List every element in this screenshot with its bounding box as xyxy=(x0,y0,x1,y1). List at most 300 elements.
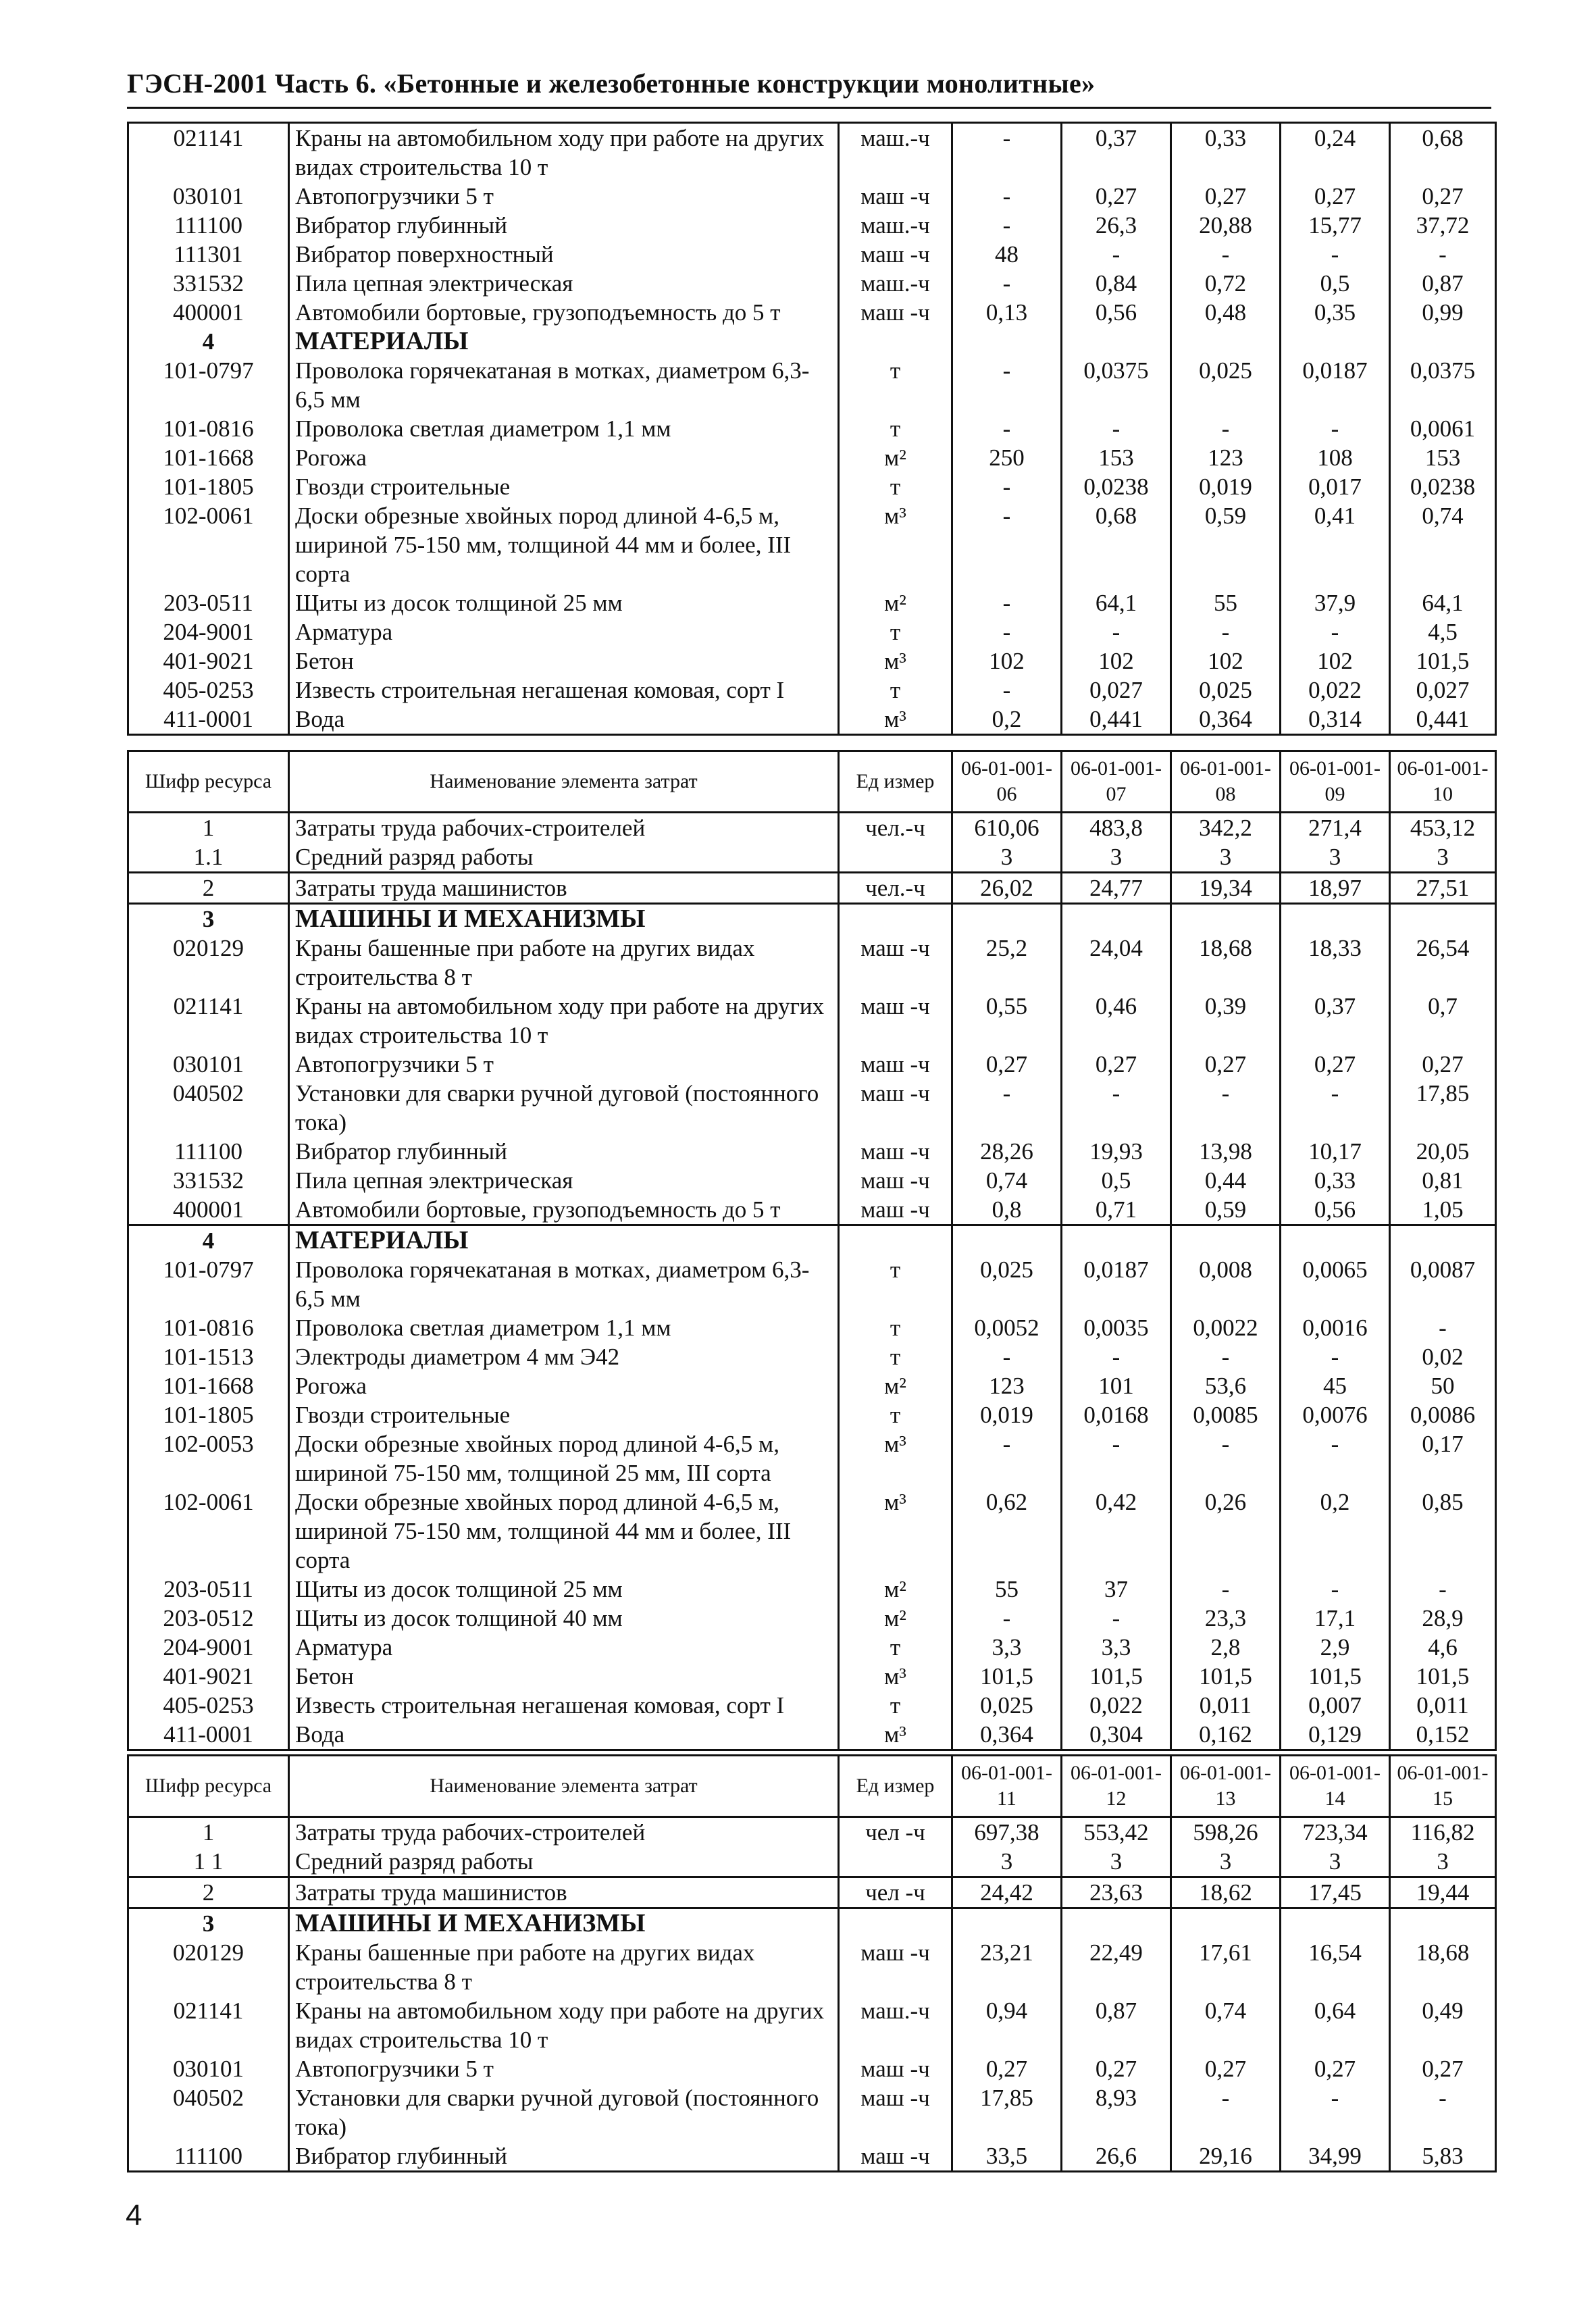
resource-code: 021141 xyxy=(128,992,289,1050)
value-cell: - xyxy=(1171,1079,1281,1137)
value-cell: 0,0238 xyxy=(1062,472,1171,501)
table-row xyxy=(128,1847,1496,1877)
value-cell: 553,42 xyxy=(1062,1817,1171,1848)
value-cell: 0,27 xyxy=(1171,2054,1281,2083)
value-cell: 0,68 xyxy=(1390,123,1496,182)
table-row xyxy=(128,356,1496,414)
value-cell: 0,37 xyxy=(1062,123,1171,182)
resource-code: 4 xyxy=(128,327,289,356)
unit-cell: т xyxy=(839,1313,952,1342)
value-cell: 3 xyxy=(1171,842,1281,873)
value-cell: 0,27 xyxy=(1062,1050,1171,1079)
value-cell: 0,74 xyxy=(952,1166,1062,1195)
value-cell: 0,33 xyxy=(1171,123,1281,182)
value-cell: 23,21 xyxy=(952,1938,1062,1996)
unit-cell: т xyxy=(839,1400,952,1429)
resource-name: Вибратор глубинный xyxy=(289,2141,839,2172)
table-row xyxy=(128,1488,1496,1575)
value-cell: 153 xyxy=(1062,443,1171,472)
unit-cell: м³ xyxy=(839,1429,952,1488)
unit-cell xyxy=(839,842,952,873)
value-cell: 0,025 xyxy=(952,1255,1062,1313)
value-cell: 453,12 xyxy=(1390,813,1496,843)
value-cell: 0,27 xyxy=(1281,1050,1390,1079)
value-cell: 598,26 xyxy=(1171,1817,1281,1848)
value-cell xyxy=(1281,327,1390,356)
value-cell: 0,35 xyxy=(1281,298,1390,327)
table-row xyxy=(128,1166,1496,1195)
value-cell: 10,17 xyxy=(1281,1137,1390,1166)
value-cell: 0,42 xyxy=(1062,1488,1171,1575)
value-cell: 102 xyxy=(1062,646,1171,676)
unit-cell xyxy=(839,1847,952,1877)
page-header: ГЭСН-2001 Часть 6. «Бетонные и железобетонные конструкции монолитные» xyxy=(127,68,1096,99)
resource-name: Автомобили бортовые, грузоподъемность до 5 т xyxy=(289,1195,839,1225)
unit-cell: м³ xyxy=(839,646,952,676)
value-cell: - xyxy=(952,1604,1062,1633)
unit-cell: чел.-ч xyxy=(839,813,952,843)
value-cell: - xyxy=(952,617,1062,646)
unit-cell: чел.-ч xyxy=(839,873,952,904)
resource-code: 204-9001 xyxy=(128,1633,289,1662)
table-row xyxy=(128,1255,1496,1313)
value-cell: - xyxy=(1390,240,1496,269)
unit-cell: маш -ч xyxy=(839,240,952,269)
resource-code: 111100 xyxy=(128,211,289,240)
value-cell: 50 xyxy=(1390,1371,1496,1400)
table-row xyxy=(128,1342,1496,1371)
unit-cell: маш -ч xyxy=(839,1166,952,1195)
value-cell: - xyxy=(952,501,1062,588)
unit-cell: маш -ч xyxy=(839,1938,952,1996)
value-cell: 0,87 xyxy=(1390,269,1496,298)
value-cell: 723,34 xyxy=(1281,1817,1390,1848)
value-cell: - xyxy=(952,472,1062,501)
resource-code: 101-1805 xyxy=(128,1400,289,1429)
value-cell: - xyxy=(1171,1575,1281,1604)
value-cell: 0,87 xyxy=(1062,1996,1171,2054)
header-code: Шифр ресурса xyxy=(128,1756,289,1817)
value-cell: 3 xyxy=(1062,842,1171,873)
unit-cell: м³ xyxy=(839,501,952,588)
value-cell: 0,27 xyxy=(1062,182,1171,211)
value-cell: 0,019 xyxy=(952,1400,1062,1429)
resource-name: Доски обрезные хвойных пород длиной 4-6,5 м, шириной 75-150 мм, толщиной 44 мм и более, III сорта xyxy=(289,1488,839,1575)
section-row xyxy=(128,1225,1496,1256)
table-row xyxy=(128,2054,1496,2083)
value-cell: - xyxy=(1390,2083,1496,2141)
value-cell: 0,364 xyxy=(1171,705,1281,735)
value-cell: 3 xyxy=(1390,842,1496,873)
resource-code: 040502 xyxy=(128,2083,289,2141)
section-row xyxy=(128,327,1496,356)
resource-code: 2 xyxy=(128,873,289,904)
value-cell xyxy=(1171,327,1281,356)
value-cell: 0,2 xyxy=(952,705,1062,735)
value-cell: 116,82 xyxy=(1390,1817,1496,1848)
value-cell: 18,33 xyxy=(1281,934,1390,992)
table-row xyxy=(128,240,1496,269)
value-cell: 13,98 xyxy=(1171,1137,1281,1166)
value-cell: 55 xyxy=(1171,588,1281,617)
table-row xyxy=(128,813,1496,843)
resource-table-2 xyxy=(127,750,1497,1751)
value-cell: - xyxy=(1062,617,1171,646)
value-cell: 0,0035 xyxy=(1062,1313,1171,1342)
value-cell: 108 xyxy=(1281,443,1390,472)
unit-cell: м³ xyxy=(839,1720,952,1750)
resource-code: 040502 xyxy=(128,1079,289,1137)
resource-name: Проволока светлая диаметром 1,1 мм xyxy=(289,1313,839,1342)
resource-code: 4 xyxy=(128,1225,289,1256)
resource-code: 331532 xyxy=(128,269,289,298)
value-cell: 0,39 xyxy=(1171,992,1281,1050)
unit-cell xyxy=(839,904,952,934)
value-cell: - xyxy=(952,356,1062,414)
resource-name: Краны на автомобильном ходу при работе на других видах строительства 10 т xyxy=(289,1996,839,2054)
value-cell: 0,0052 xyxy=(952,1313,1062,1342)
resource-code: 101-1805 xyxy=(128,472,289,501)
value-cell: 101,5 xyxy=(1390,646,1496,676)
value-cell: 64,1 xyxy=(1390,588,1496,617)
value-cell: 18,68 xyxy=(1171,934,1281,992)
resource-name: Проволока светлая диаметром 1,1 мм xyxy=(289,414,839,443)
value-cell: 0,33 xyxy=(1281,1166,1390,1195)
value-cell: 0,152 xyxy=(1390,1720,1496,1750)
resource-code: 102-0061 xyxy=(128,1488,289,1575)
unit-cell: маш -ч xyxy=(839,1137,952,1166)
value-cell: 0,0022 xyxy=(1171,1313,1281,1342)
unit-cell: м² xyxy=(839,443,952,472)
resource-code: 101-1668 xyxy=(128,1371,289,1400)
unit-cell: чел -ч xyxy=(839,1817,952,1848)
unit-cell: т xyxy=(839,1691,952,1720)
value-cell: - xyxy=(1281,2083,1390,2141)
value-cell: 0,37 xyxy=(1281,992,1390,1050)
resource-code: 3 xyxy=(128,904,289,934)
value-cell: 3 xyxy=(1281,1847,1390,1877)
value-cell: 37,9 xyxy=(1281,588,1390,617)
resource-code: 203-0511 xyxy=(128,1575,289,1604)
value-cell: - xyxy=(1390,1575,1496,1604)
value-cell: 0,8 xyxy=(952,1195,1062,1225)
value-cell xyxy=(1390,1225,1496,1256)
resource-name: Рогожа xyxy=(289,1371,839,1400)
value-cell: 0,27 xyxy=(952,2054,1062,2083)
resource-code: 021141 xyxy=(128,123,289,182)
unit-cell xyxy=(839,1908,952,1939)
resource-name: Краны на автомобильном ходу при работе на других видах строительства 10 т xyxy=(289,123,839,182)
value-cell: 34,99 xyxy=(1281,2141,1390,2172)
resource-name: Гвозди строительные xyxy=(289,1400,839,1429)
value-cell: - xyxy=(952,588,1062,617)
value-cell: - xyxy=(1062,414,1171,443)
table-row xyxy=(128,1877,1496,1908)
value-cell: 3 xyxy=(1390,1847,1496,1877)
value-cell: - xyxy=(1281,1342,1390,1371)
section-row xyxy=(128,1908,1496,1939)
table-row xyxy=(128,1604,1496,1633)
value-cell: 5,83 xyxy=(1390,2141,1496,2172)
resource-name: Вода xyxy=(289,1720,839,1750)
value-cell: 33,5 xyxy=(952,2141,1062,2172)
value-cell: 0,48 xyxy=(1171,298,1281,327)
value-cell: 3 xyxy=(952,1847,1062,1877)
resource-code: 401-9021 xyxy=(128,1662,289,1691)
value-cell: 0,7 xyxy=(1390,992,1496,1050)
table-row xyxy=(128,992,1496,1050)
value-cell: 3,3 xyxy=(1062,1633,1171,1662)
value-cell: 153 xyxy=(1390,443,1496,472)
value-cell: - xyxy=(952,414,1062,443)
table-row xyxy=(128,646,1496,676)
value-cell: 1,05 xyxy=(1390,1195,1496,1225)
value-cell: 123 xyxy=(1171,443,1281,472)
table-row xyxy=(128,501,1496,588)
resource-name: Бетон xyxy=(289,646,839,676)
value-cell: 0,0085 xyxy=(1171,1400,1281,1429)
resource-name: МАШИНЫ И МЕХАНИЗМЫ xyxy=(289,1908,839,1939)
header-norm-code: 06-01-001-07 xyxy=(1062,751,1171,813)
resource-name: Доски обрезные хвойных пород длиной 4-6,5 м, шириной 75-150 мм, толщиной 25 мм, III сорта xyxy=(289,1429,839,1488)
value-cell: 0,55 xyxy=(952,992,1062,1050)
unit-cell: маш -ч xyxy=(839,992,952,1050)
value-cell: 45 xyxy=(1281,1371,1390,1400)
value-cell xyxy=(1171,1225,1281,1256)
resource-name: Арматура xyxy=(289,617,839,646)
value-cell: 18,97 xyxy=(1281,873,1390,904)
resource-code: 203-0512 xyxy=(128,1604,289,1633)
unit-cell: т xyxy=(839,1633,952,1662)
resource-table-3 xyxy=(127,1754,1497,2172)
resource-name: МАТЕРИАЛЫ xyxy=(289,1225,839,1256)
unit-cell: маш -ч xyxy=(839,934,952,992)
resource-code: 030101 xyxy=(128,2054,289,2083)
value-cell: 0,72 xyxy=(1171,269,1281,298)
value-cell: 0,27 xyxy=(1390,2054,1496,2083)
header-unit: Ед измер xyxy=(839,751,952,813)
resource-name: Средний разряд работы xyxy=(289,1847,839,1877)
value-cell: 19,44 xyxy=(1390,1877,1496,1908)
table-row xyxy=(128,588,1496,617)
value-cell: 0,27 xyxy=(1171,182,1281,211)
value-cell: 0,56 xyxy=(1062,298,1171,327)
value-cell: 0,94 xyxy=(952,1996,1062,2054)
value-cell: 0,0187 xyxy=(1281,356,1390,414)
table-row xyxy=(128,1691,1496,1720)
header-norm-code: 06-01-001-09 xyxy=(1281,751,1390,813)
table-row xyxy=(128,298,1496,327)
resource-code: 405-0253 xyxy=(128,1691,289,1720)
value-cell xyxy=(1281,1908,1390,1939)
resource-code: 1 xyxy=(128,813,289,843)
unit-cell: чел -ч xyxy=(839,1877,952,1908)
header-norm-code: 06-01-001-13 xyxy=(1171,1756,1281,1817)
value-cell: 0,56 xyxy=(1281,1195,1390,1225)
value-cell: 53,6 xyxy=(1171,1371,1281,1400)
resource-name: Затраты труда рабочих-строителей xyxy=(289,813,839,843)
resource-code: 111100 xyxy=(128,2141,289,2172)
value-cell: 23,63 xyxy=(1062,1877,1171,1908)
value-cell: 0,74 xyxy=(1171,1996,1281,2054)
value-cell: 0,27 xyxy=(1281,182,1390,211)
value-cell: 0,027 xyxy=(1062,676,1171,705)
resource-name: Автопогрузчики 5 т xyxy=(289,1050,839,1079)
value-cell: - xyxy=(1171,2083,1281,2141)
value-cell: - xyxy=(952,1429,1062,1488)
value-cell: 26,54 xyxy=(1390,934,1496,992)
resource-code: 101-0797 xyxy=(128,1255,289,1313)
value-cell: 2,8 xyxy=(1171,1633,1281,1662)
resource-name: Бетон xyxy=(289,1662,839,1691)
value-cell xyxy=(952,904,1062,934)
table-row xyxy=(128,1313,1496,1342)
resource-name: Гвозди строительные xyxy=(289,472,839,501)
resource-name: Электроды диаметром 4 мм Э42 xyxy=(289,1342,839,1371)
resource-name: Арматура xyxy=(289,1633,839,1662)
value-cell: 0,0076 xyxy=(1281,1400,1390,1429)
resource-code: 102-0061 xyxy=(128,501,289,588)
table-row xyxy=(128,182,1496,211)
value-cell: 342,2 xyxy=(1171,813,1281,843)
value-cell: 0,71 xyxy=(1062,1195,1171,1225)
resource-name: Затраты труда рабочих-строителей xyxy=(289,1817,839,1848)
value-cell: 0,364 xyxy=(952,1720,1062,1750)
resource-table-1 xyxy=(127,122,1497,736)
value-cell: 123 xyxy=(952,1371,1062,1400)
header-row xyxy=(128,751,1496,813)
value-cell: 17,61 xyxy=(1171,1938,1281,1996)
value-cell: 0,59 xyxy=(1171,501,1281,588)
value-cell: 20,88 xyxy=(1171,211,1281,240)
value-cell xyxy=(952,1225,1062,1256)
value-cell: 26,02 xyxy=(952,873,1062,904)
section-row xyxy=(128,904,1496,934)
value-cell: 0,011 xyxy=(1171,1691,1281,1720)
resource-name: Краны башенные при работе на других видах строительства 8 т xyxy=(289,934,839,992)
table-row xyxy=(128,1137,1496,1166)
value-cell: 101,5 xyxy=(1390,1662,1496,1691)
unit-cell: маш -ч xyxy=(839,2083,952,2141)
table-row xyxy=(128,1633,1496,1662)
value-cell: 37,72 xyxy=(1390,211,1496,240)
unit-cell: маш -ч xyxy=(839,2141,952,2172)
value-cell: 102 xyxy=(952,646,1062,676)
value-cell: 0,74 xyxy=(1390,501,1496,588)
resource-code: 030101 xyxy=(128,1050,289,1079)
value-cell: 0,0061 xyxy=(1390,414,1496,443)
resource-code: 411-0001 xyxy=(128,1720,289,1750)
resource-name: МАТЕРИАЛЫ xyxy=(289,327,839,356)
value-cell: - xyxy=(1171,1342,1281,1371)
unit-cell: т xyxy=(839,414,952,443)
resource-name: Проволока горячекатаная в мотках, диаметром 6,3-6,5 мм xyxy=(289,1255,839,1313)
unit-cell: маш -ч xyxy=(839,2054,952,2083)
value-cell: 24,04 xyxy=(1062,934,1171,992)
value-cell: - xyxy=(1062,240,1171,269)
table-row xyxy=(128,617,1496,646)
table-row xyxy=(128,1817,1496,1848)
resource-code: 331532 xyxy=(128,1166,289,1195)
value-cell: 0,007 xyxy=(1281,1691,1390,1720)
resource-code: 101-1668 xyxy=(128,443,289,472)
value-cell xyxy=(1171,1908,1281,1939)
resource-name: Затраты труда машинистов xyxy=(289,873,839,904)
value-cell: 0,46 xyxy=(1062,992,1171,1050)
value-cell: 26,3 xyxy=(1062,211,1171,240)
resource-code: 1 1 xyxy=(128,1847,289,1877)
value-cell: 3 xyxy=(1062,1847,1171,1877)
value-cell: 0,0238 xyxy=(1390,472,1496,501)
table-row xyxy=(128,842,1496,873)
value-cell: 0,0087 xyxy=(1390,1255,1496,1313)
resource-code: 021141 xyxy=(128,1996,289,2054)
header-norm-code: 06-01-001-14 xyxy=(1281,1756,1390,1817)
value-cell: 0,17 xyxy=(1390,1429,1496,1488)
value-cell: 17,1 xyxy=(1281,1604,1390,1633)
unit-cell: м² xyxy=(839,1575,952,1604)
value-cell: - xyxy=(1062,1604,1171,1633)
table-row xyxy=(128,2141,1496,2172)
value-cell: 0,314 xyxy=(1281,705,1390,735)
table-row xyxy=(128,211,1496,240)
value-cell: 0,68 xyxy=(1062,501,1171,588)
value-cell: - xyxy=(1281,617,1390,646)
header-row xyxy=(128,1756,1496,1817)
value-cell: 0,0065 xyxy=(1281,1255,1390,1313)
table-row xyxy=(128,2083,1496,2141)
unit-cell: т xyxy=(839,617,952,646)
value-cell: 0,0086 xyxy=(1390,1400,1496,1429)
table-row xyxy=(128,705,1496,735)
value-cell: 0,025 xyxy=(952,1691,1062,1720)
page-number: 4 xyxy=(126,2199,143,2232)
value-cell: 0,85 xyxy=(1390,1488,1496,1575)
value-cell: 2,9 xyxy=(1281,1633,1390,1662)
table-row xyxy=(128,1996,1496,2054)
value-cell: 101,5 xyxy=(1062,1662,1171,1691)
value-cell: 0,49 xyxy=(1390,1996,1496,2054)
value-cell: 3 xyxy=(952,842,1062,873)
value-cell: 0,0187 xyxy=(1062,1255,1171,1313)
value-cell xyxy=(1062,1908,1171,1939)
value-cell xyxy=(1281,1225,1390,1256)
resource-code: 020129 xyxy=(128,1938,289,1996)
header-norm-code: 06-01-001-11 xyxy=(952,1756,1062,1817)
value-cell: 25,2 xyxy=(952,934,1062,992)
value-cell: 23,3 xyxy=(1171,1604,1281,1633)
resource-name: Вибратор глубинный xyxy=(289,211,839,240)
value-cell: 0,41 xyxy=(1281,501,1390,588)
value-cell: 17,85 xyxy=(952,2083,1062,2141)
value-cell xyxy=(1390,1908,1496,1939)
unit-cell: т xyxy=(839,1255,952,1313)
value-cell: - xyxy=(1281,1429,1390,1488)
unit-cell: маш -ч xyxy=(839,182,952,211)
unit-cell: маш -ч xyxy=(839,298,952,327)
value-cell: 0,017 xyxy=(1281,472,1390,501)
resource-code: 411-0001 xyxy=(128,705,289,735)
value-cell: 0,64 xyxy=(1281,1996,1390,2054)
value-cell: 0,441 xyxy=(1390,705,1496,735)
value-cell: 0,304 xyxy=(1062,1720,1171,1750)
header-name: Наименование элемента затрат xyxy=(289,1756,839,1817)
table-row xyxy=(128,414,1496,443)
unit-cell: маш.-ч xyxy=(839,123,952,182)
unit-cell: маш.-ч xyxy=(839,211,952,240)
value-cell: - xyxy=(952,676,1062,705)
table-row xyxy=(128,443,1496,472)
